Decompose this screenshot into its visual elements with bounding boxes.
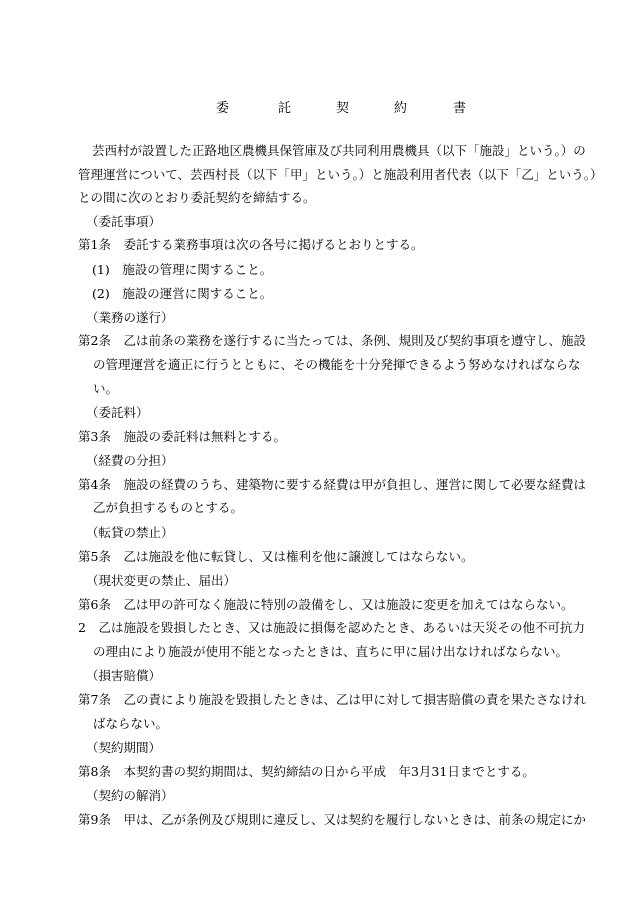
- article-text: ばならない。: [93, 716, 169, 731]
- title-char: 委: [216, 101, 230, 116]
- article-text: の管理運営を適正に行うとともに、その機能を十分発揮できるよう努めなければならな: [93, 357, 581, 372]
- article-heading: （委託料）: [86, 405, 149, 420]
- article-text: い。: [93, 381, 119, 396]
- title-char: 託: [278, 101, 292, 116]
- article-heading: （経費の分担）: [86, 453, 174, 468]
- article-text: 第9条 甲は、乙が条例及び規則に違反し、又は契約を履行しないときは、前条の規定にか: [78, 812, 586, 827]
- title-char: 書: [453, 101, 467, 116]
- article-heading: （契約の解消）: [86, 788, 174, 803]
- article-text: 2 乙は施設を毀損したとき、又は施設に損傷を認めたとき、あるいは天災その他不可抗力: [78, 620, 585, 635]
- article-heading: （損害賠償）: [86, 668, 162, 683]
- title-char: 契: [336, 101, 350, 116]
- article-heading: （現状変更の禁止、届出）: [86, 573, 237, 588]
- article-text: の理由により施設が使用不能となったときは、直ちに甲に届け出なければならない。: [93, 644, 569, 659]
- preamble-line: との間に次のとおり委託契約を締結する。: [78, 190, 316, 205]
- preamble-line: 芸西村が設置した正路地区農機具保管庫及び共同利用農機具（以下「施設」という。）の: [92, 143, 586, 158]
- article-heading: （業務の遂行）: [86, 310, 174, 325]
- article-text: 第6条 乙は甲の許可なく施設に特別の設備をし、又は施設に変更を加えてはならない。: [78, 597, 574, 612]
- article-text: 第3条 施設の委託料は無料とする。: [78, 429, 286, 444]
- article-text: 第5条 乙は施設を他に転貸し、又は権利を他に譲渡してはならない。: [78, 549, 474, 564]
- article-heading: （契約期間）: [86, 740, 162, 755]
- preamble-line: 管理運営について、芸西村長（以下「甲」という。）と施設利用者代表（以下「乙」という。）: [78, 167, 603, 182]
- article-text: 第2条 乙は前条の業務を遂行するに当たっては、条例、規則及び契約事項を遵守し、施設: [78, 333, 586, 348]
- article-heading: （転貸の禁止）: [86, 525, 174, 540]
- article-text: 第4条 施設の経費のうち、建築物に要する経費は甲が負担し、運営に関して必要な経費は: [78, 477, 586, 492]
- article-text: 乙が負担するものとする。: [93, 500, 244, 515]
- article-text: 第1条 委託する業務事項は次の各号に掲げるとおりとする。: [78, 237, 424, 252]
- list-item: (1) 施設の管理に関すること。: [92, 262, 273, 277]
- article-heading: （委託事項）: [86, 214, 162, 229]
- article-text: 第7条 乙の責により施設を毀損したときは、乙は甲に対して損害賠償の責を果たさなけれ: [78, 692, 586, 707]
- article-text: 第8条 本契約書の契約期間は、契約締結の日から平成 年3月31日までとする。: [78, 764, 535, 779]
- title-char: 約: [394, 101, 408, 116]
- list-item: (2) 施設の運営に関すること。: [92, 286, 273, 301]
